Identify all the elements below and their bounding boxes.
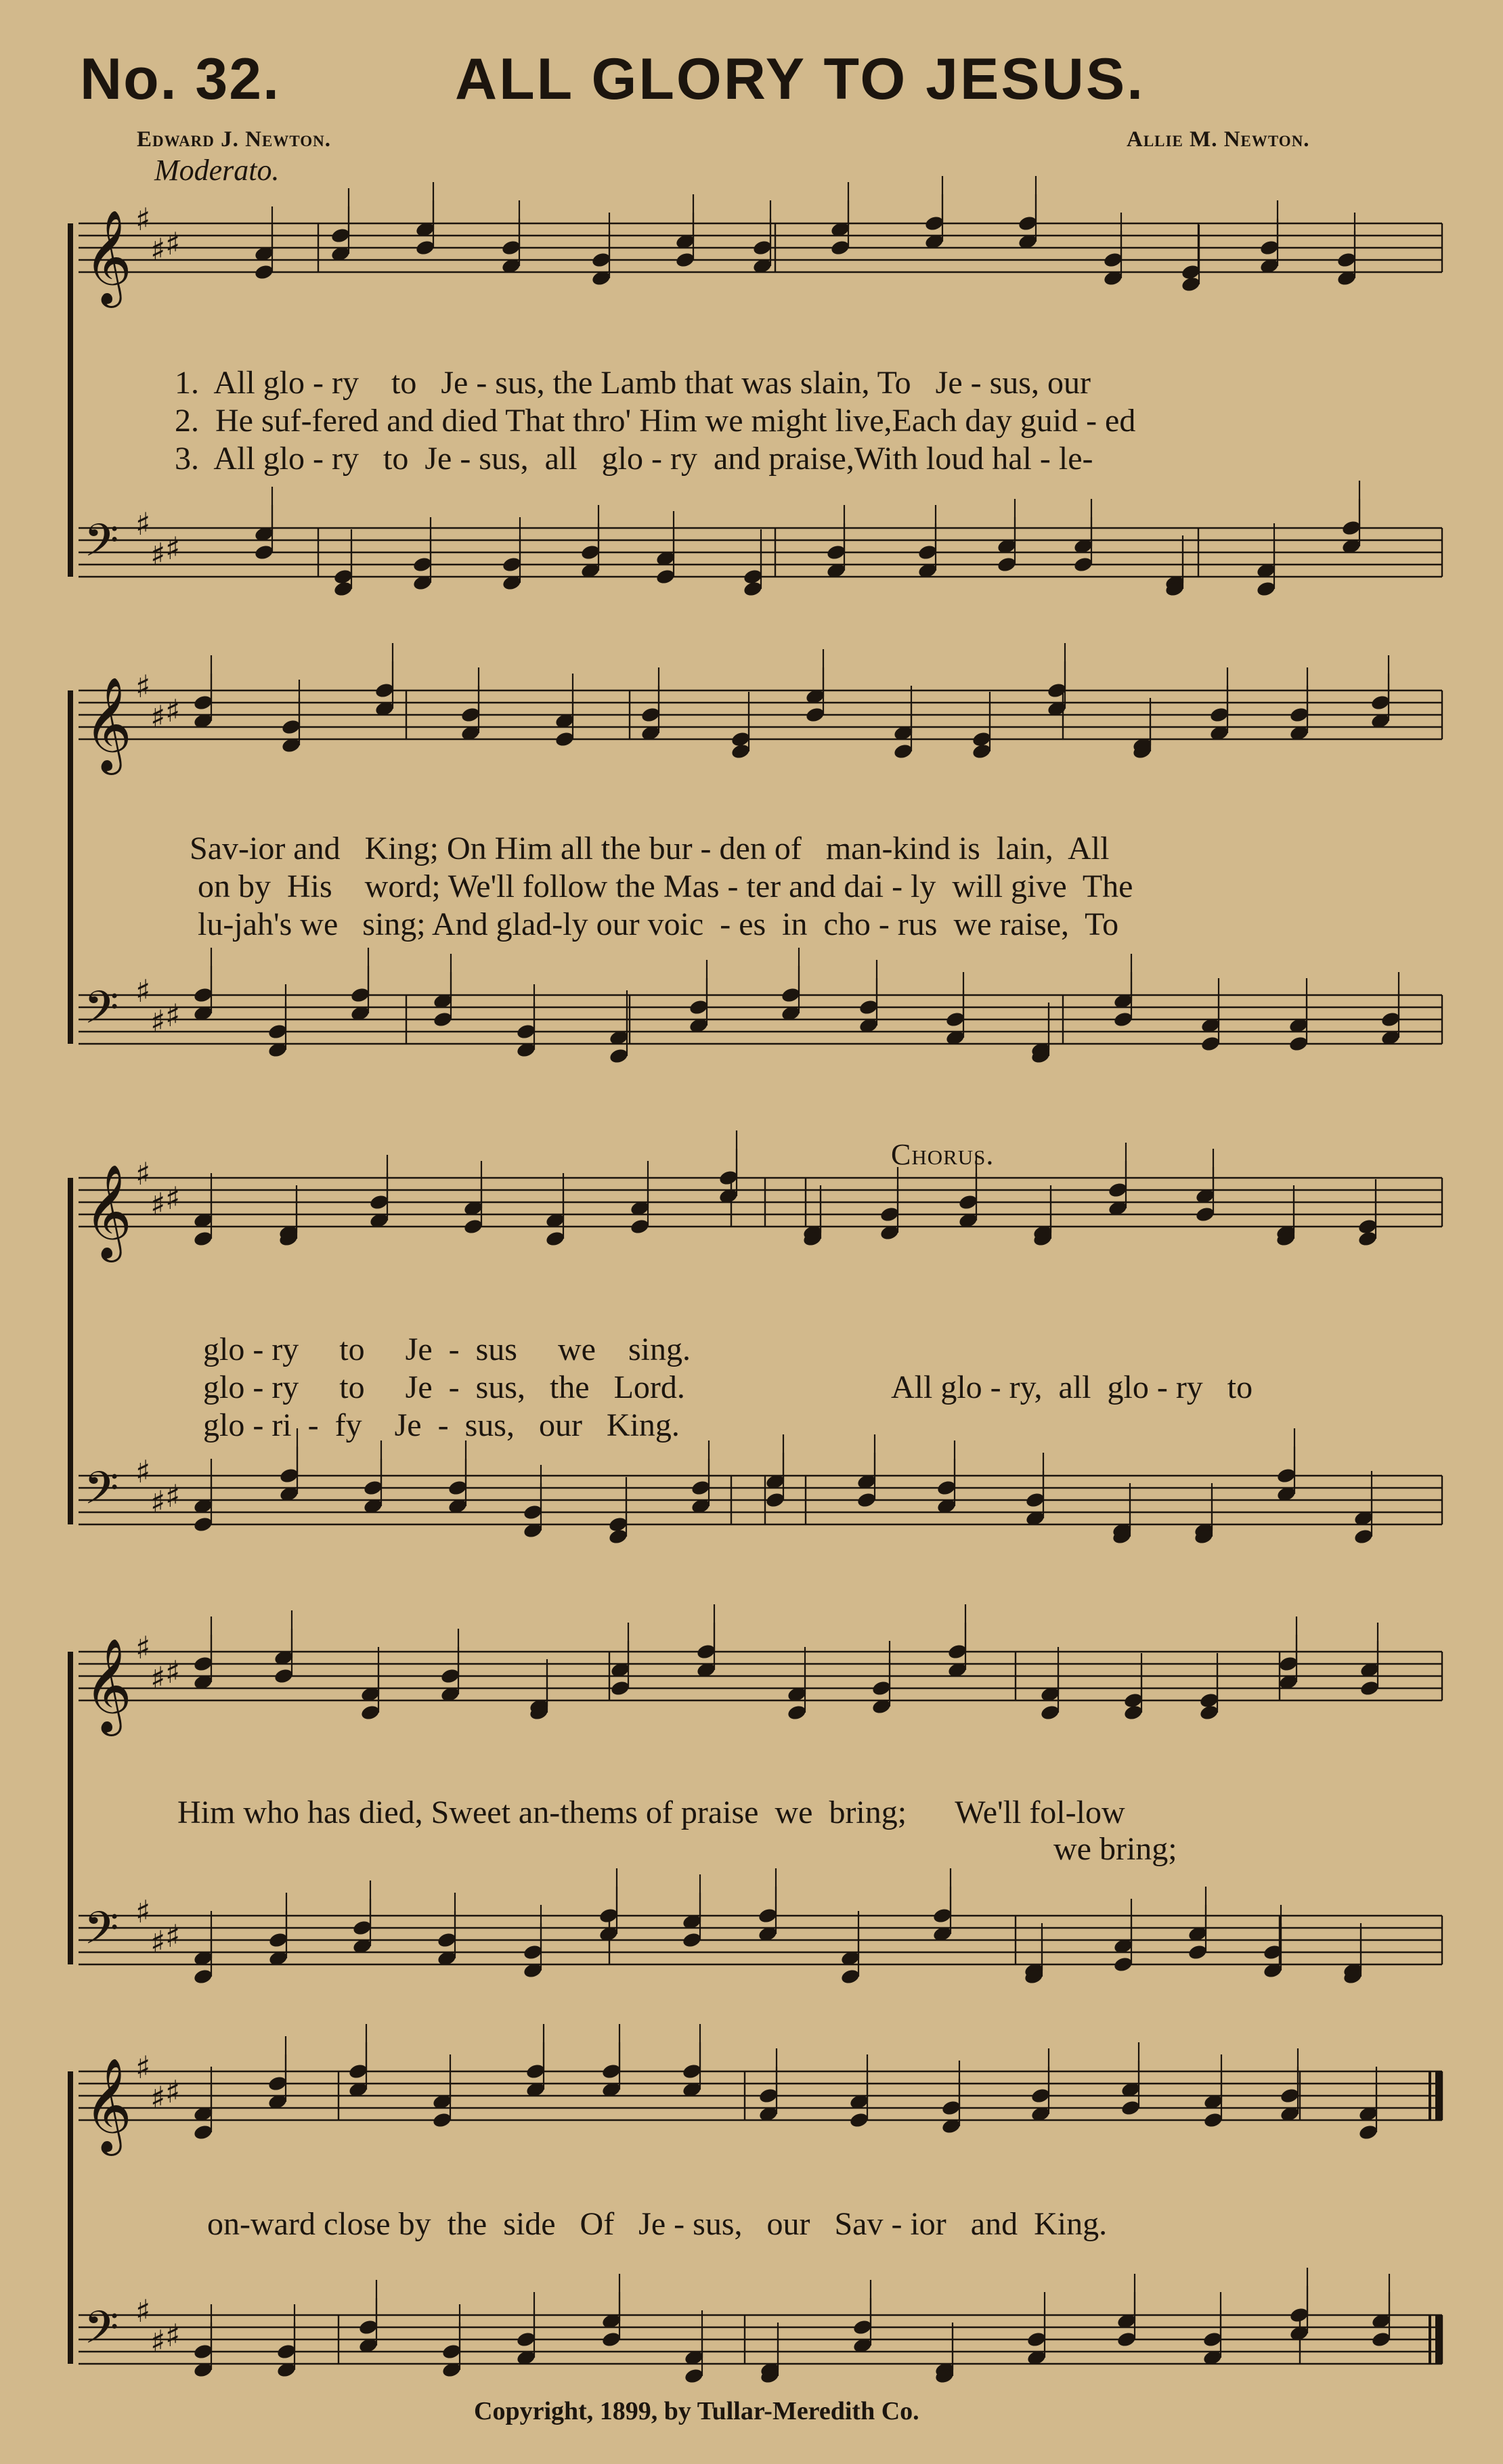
key-signature-sharp-icon: ♯ <box>165 1180 181 1216</box>
final-bar-line <box>1429 2071 1431 2120</box>
system-brace <box>68 1652 73 1964</box>
note-head <box>330 227 351 244</box>
note-head <box>1123 1704 1144 1721</box>
note-head <box>463 1218 484 1235</box>
lyric-verse-2-line-2: on by His word; We'll follow the Mas - ter and dai - ly will give The <box>198 868 1133 904</box>
note-head <box>1370 694 1391 711</box>
note-head <box>274 1667 295 1685</box>
note-head <box>1030 2087 1051 2105</box>
key-signature-sharp-icon: ♯ <box>165 1478 181 1514</box>
note-head <box>501 239 522 257</box>
key-signature-sharp-icon: ♯ <box>150 1003 166 1040</box>
note-head <box>1358 2124 1379 2141</box>
key-signature-sharp-icon: ♯ <box>135 1629 151 1666</box>
note-head <box>1288 1035 1309 1053</box>
note-head <box>440 1667 461 1685</box>
lyric-verse-1-line-2: Sav-ior and King; On Him all the bur - den of man-kind is lain, All <box>190 831 1110 866</box>
note-head <box>193 1516 214 1533</box>
note-head <box>1336 251 1357 269</box>
final-bar-line <box>1435 2071 1442 2120</box>
chorus-lyric-alt: we bring; <box>1053 1831 1177 1867</box>
note-head <box>787 1704 808 1721</box>
note-head <box>1018 215 1039 232</box>
note-head <box>193 2343 214 2360</box>
key-signature-sharp-icon: ♯ <box>150 1484 166 1520</box>
note-head <box>781 986 802 1004</box>
key-signature-sharp-icon: ♯ <box>150 536 166 573</box>
note-head <box>412 556 433 573</box>
key-signature-sharp-icon: ♯ <box>135 2293 151 2329</box>
note-head <box>415 239 436 257</box>
system-brace <box>68 690 73 1044</box>
note-head <box>871 1679 892 1697</box>
key-signature-sharp-icon: ♯ <box>165 2073 181 2110</box>
note-head <box>369 1193 390 1211</box>
note-head <box>610 1679 631 1697</box>
note-head <box>675 251 696 269</box>
key-signature-sharp-icon: ♯ <box>135 1453 151 1490</box>
note-head <box>630 1218 651 1235</box>
note-head <box>358 2318 379 2336</box>
note-head <box>254 263 275 281</box>
key-signature-sharp-icon: ♯ <box>165 692 181 729</box>
note-head <box>1195 1206 1216 1223</box>
note-head <box>840 1968 861 1985</box>
note-head <box>1353 1528 1374 1545</box>
note-head <box>502 556 523 573</box>
note-head <box>1181 276 1202 293</box>
note-head <box>433 1011 454 1028</box>
note-head <box>1203 2111 1224 2129</box>
note-head <box>1120 2099 1141 2117</box>
note-head <box>1280 2087 1301 2105</box>
note-head <box>1188 1943 1208 1961</box>
lyric-verse-2-line-1: 2. He suf-fered and died That thro' Him we might live,Each day guid - ed <box>175 403 1136 439</box>
final-bar-line <box>1435 2315 1442 2364</box>
chorus-label: Chorus. <box>891 1138 995 1171</box>
key-signature-sharp-icon: ♯ <box>135 1156 151 1192</box>
composer-credit: Allie M. Newton. <box>1127 127 1310 152</box>
final-bar-line <box>1429 2315 1431 2364</box>
note-head <box>608 1528 629 1545</box>
lyric-verse-3-line-2: lu-jah's we sing; And glad-ly our voic - es in cho - rus we raise, To <box>198 906 1119 942</box>
note-head <box>448 1479 469 1497</box>
copyright-notice: Copyright, 1899, by Tullar-Meredith Co. <box>474 2397 919 2425</box>
note-head <box>1026 2331 1047 2348</box>
note-head <box>849 2111 870 2129</box>
note-head <box>684 2367 705 2385</box>
key-signature-sharp-icon: ♯ <box>135 1893 151 1930</box>
note-head <box>193 2124 214 2141</box>
note-head <box>193 986 214 1004</box>
note-head <box>758 2087 779 2105</box>
key-signature-sharp-icon: ♯ <box>165 2317 181 2354</box>
lyricist-credit: Edward J. Newton. <box>137 127 331 152</box>
note-head <box>281 718 302 736</box>
note-head <box>765 1491 786 1509</box>
chorus-lyric-line-3: on-ward close by the side Of Je - sus, our Sav - ior and King. <box>207 2206 1108 2242</box>
note-head <box>1025 1491 1046 1509</box>
note-head <box>1108 1181 1129 1199</box>
note-head <box>1341 519 1362 537</box>
note-head <box>1380 1011 1401 1028</box>
note-head <box>193 1968 214 1985</box>
key-signature-sharp-icon: ♯ <box>150 2080 166 2116</box>
note-head <box>267 2075 288 2092</box>
note-head <box>1357 1230 1378 1248</box>
note-head <box>352 1919 373 1937</box>
note-head <box>1278 1655 1299 1673</box>
note-head <box>441 2343 462 2360</box>
note-head <box>1113 1956 1134 1973</box>
note-head <box>523 1943 544 1961</box>
note-head <box>972 743 993 760</box>
lyric-verse-3-line-3: glo - ri - fy Je - sus, our King. <box>203 1407 680 1443</box>
key-signature-sharp-icon: ♯ <box>150 1924 166 1960</box>
lyric-verse-2-line-3: glo - ry to Je - sus, the Lord. <box>203 1369 685 1405</box>
note-head <box>525 2063 546 2080</box>
note-head <box>718 1169 739 1187</box>
note-head <box>1256 580 1277 598</box>
tempo-marking: Moderato. <box>154 154 280 187</box>
key-signature-sharp-icon: ♯ <box>150 232 166 268</box>
note-head <box>1116 2331 1137 2348</box>
note-head <box>609 1047 630 1065</box>
key-signature-sharp-icon: ♯ <box>165 1918 181 1954</box>
note-head <box>374 682 395 699</box>
note-head <box>1259 239 1280 257</box>
note-head <box>696 1643 717 1660</box>
note-head <box>852 2318 873 2336</box>
hymn-number: No. 32. <box>80 47 280 112</box>
note-head <box>601 2331 622 2348</box>
note-head <box>1113 1011 1134 1028</box>
note-head <box>689 998 710 1016</box>
key-signature-sharp-icon: ♯ <box>165 530 181 567</box>
note-head <box>460 706 481 724</box>
note-head <box>997 556 1018 573</box>
note-head <box>523 1503 544 1521</box>
note-head <box>360 1704 381 1721</box>
note-head <box>1103 251 1124 269</box>
lyric-verse-1-line-3: glo - ry to Je - sus we sing. <box>203 1332 691 1367</box>
note-head <box>267 1023 288 1040</box>
note-head <box>682 2063 703 2080</box>
note-head <box>1359 1679 1380 1697</box>
note-head <box>917 544 938 561</box>
note-head <box>601 2063 622 2080</box>
hymn-title: ALL GLORY TO JESUS. <box>455 47 1146 112</box>
treble-clef-icon: 𝄞 <box>84 677 132 771</box>
note-head <box>826 544 847 561</box>
note-head <box>363 1479 384 1497</box>
key-signature-sharp-icon: ♯ <box>165 997 181 1034</box>
note-head <box>1209 706 1230 724</box>
note-head <box>830 239 851 257</box>
key-signature-sharp-icon: ♯ <box>150 699 166 735</box>
note-head <box>348 2063 369 2080</box>
system-brace <box>68 223 73 577</box>
note-head <box>805 706 826 724</box>
note-head <box>333 580 354 598</box>
key-signature-sharp-icon: ♯ <box>150 1186 166 1223</box>
note-head <box>437 1931 458 1949</box>
bass-clef-icon: 𝄢 <box>84 1902 119 1965</box>
note-head <box>958 1193 979 1211</box>
key-signature-sharp-icon: ♯ <box>165 225 181 262</box>
note-head <box>432 2111 453 2129</box>
note-head <box>554 730 575 748</box>
note-head <box>193 694 214 711</box>
note-head <box>1047 682 1068 699</box>
chorus-lyric-line-1: All glo - ry, all glo - ry to <box>891 1369 1253 1405</box>
note-head <box>591 251 612 269</box>
key-signature-sharp-icon: ♯ <box>165 1654 181 1690</box>
note-head <box>193 1655 214 1673</box>
key-signature-sharp-icon: ♯ <box>135 973 151 1009</box>
bass-clef-icon: 𝄢 <box>84 514 119 577</box>
note-head <box>279 1467 300 1484</box>
key-signature-sharp-icon: ♯ <box>150 2323 166 2360</box>
note-head <box>743 580 764 598</box>
note-head <box>731 743 752 760</box>
note-head <box>1371 2331 1392 2348</box>
note-head <box>858 998 879 1016</box>
note-head <box>193 1230 214 1248</box>
note-head <box>655 568 676 586</box>
note-head <box>1073 556 1094 573</box>
bass-clef-icon: 𝄢 <box>84 982 119 1044</box>
note-head <box>580 544 601 561</box>
note-head <box>516 1023 537 1040</box>
note-head <box>598 1907 619 1924</box>
note-head <box>1040 1704 1061 1721</box>
treble-clef-icon: 𝄞 <box>84 1638 132 1732</box>
note-head <box>516 2331 537 2348</box>
treble-clef-icon: 𝄞 <box>84 2058 132 2152</box>
note-head <box>1289 2306 1310 2324</box>
note-head <box>1276 1467 1297 1484</box>
lyric-verse-3-line-1: 3. All glo - ry to Je - sus, all glo - ry and praise,With loud hal - le- <box>175 441 1093 477</box>
system-brace <box>68 2071 73 2364</box>
system-brace <box>68 1178 73 1524</box>
note-head <box>879 1206 900 1223</box>
note-head <box>941 2099 962 2117</box>
key-signature-sharp-icon: ♯ <box>135 668 151 705</box>
note-head <box>924 215 945 232</box>
note-head <box>856 1491 877 1509</box>
note-head <box>947 1643 968 1660</box>
note-head <box>752 239 773 257</box>
note-head <box>893 743 914 760</box>
chorus-lyric-line-2: Him who has died, Sweet an-thems of praise we bring; We'll fol-low <box>177 1795 1125 1830</box>
note-head <box>1199 1704 1220 1721</box>
bass-clef-icon: 𝄢 <box>84 2302 119 2364</box>
key-signature-sharp-icon: ♯ <box>135 506 151 542</box>
note-head <box>254 544 275 561</box>
note-head <box>691 1479 712 1497</box>
note-head <box>758 1907 779 1924</box>
note-head <box>682 1931 703 1949</box>
treble-clef-icon: 𝄞 <box>84 210 132 304</box>
note-head <box>932 1907 953 1924</box>
note-head <box>936 1479 957 1497</box>
note-head <box>545 1230 566 1248</box>
bass-clef-icon: 𝄢 <box>84 1462 119 1525</box>
treble-clef-icon: 𝄞 <box>84 1164 132 1258</box>
note-head <box>1289 706 1310 724</box>
note-head <box>1202 2331 1223 2348</box>
note-head <box>350 986 371 1004</box>
note-head <box>1200 1035 1221 1053</box>
note-head <box>268 1931 289 1949</box>
note-head <box>640 706 661 724</box>
key-signature-sharp-icon: ♯ <box>150 1660 166 1696</box>
lyric-verse-1-line-1: 1. All glo - ry to Je - sus, the Lamb that was slain, To Je - sus, our <box>175 365 1091 401</box>
key-signature-sharp-icon: ♯ <box>135 201 151 238</box>
note-head <box>276 2343 297 2360</box>
key-signature-sharp-icon: ♯ <box>135 2049 151 2086</box>
note-head <box>945 1011 966 1028</box>
